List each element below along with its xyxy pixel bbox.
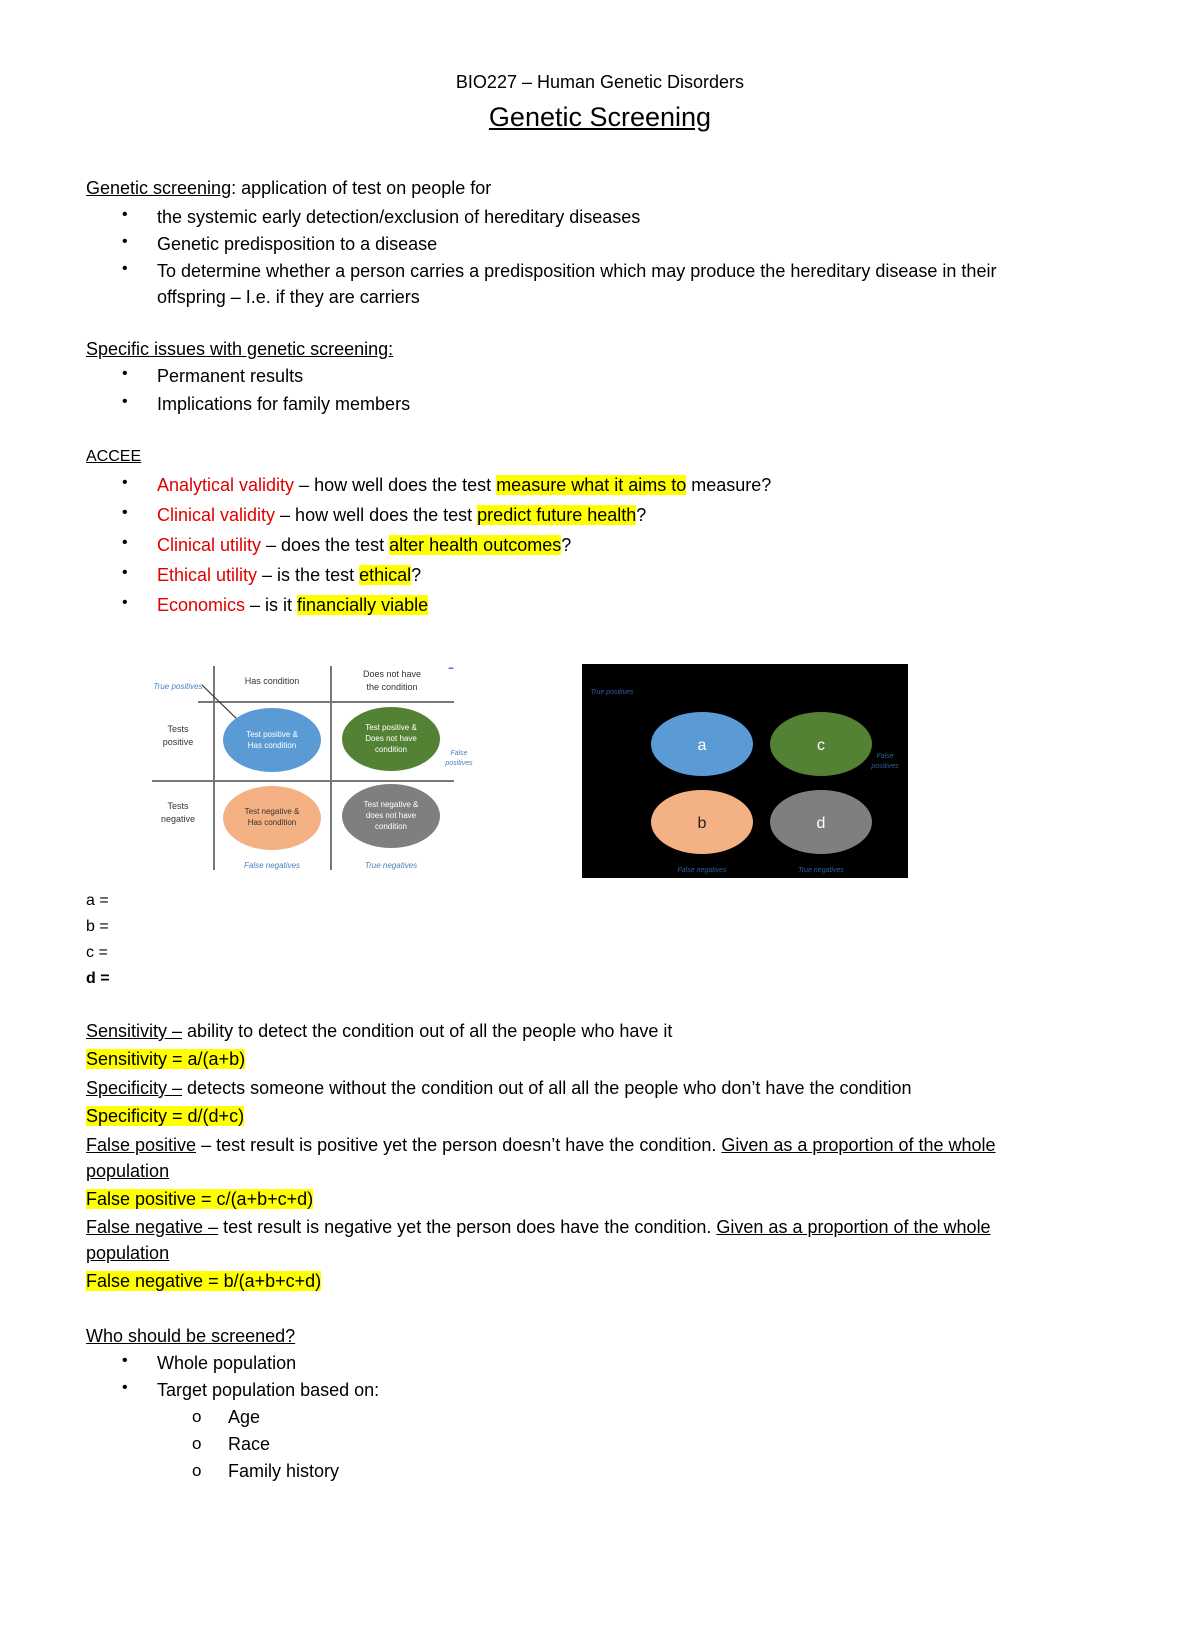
corner-mark: ▬ (448, 665, 454, 671)
cell-a-label: Has condition (247, 741, 297, 750)
page-title: Genetic Screening (488, 102, 712, 132)
cell-c-label: condition (374, 745, 408, 754)
sub-bullet-icon: o (192, 1407, 202, 1426)
definition-bullet: the systemic early detection/exclusion of hereditary diseases (157, 207, 641, 227)
figure-background (582, 664, 908, 878)
false-positives-label: False (450, 750, 468, 757)
label-a: a (697, 737, 707, 754)
var-a: a = (86, 892, 109, 909)
false-negative-definition-cont: population (86, 1243, 170, 1263)
who-sub-item: Family history (228, 1461, 340, 1481)
true-negatives-label: True negatives (798, 867, 844, 874)
pointer-line (202, 685, 240, 722)
cell-a-label: Test positive & (246, 730, 298, 739)
issues-heading: Specific issues with genetic screening: (86, 339, 394, 359)
confusion-matrix-figure (148, 662, 480, 874)
specificity-formula: Specificity = d/(d+c) (86, 1106, 245, 1126)
false-negatives-label: False negatives (677, 867, 727, 874)
cell-a-ellipse (223, 708, 321, 772)
accee-item: Analytical validity – how well does the test measure what it aims to measure? (157, 475, 772, 495)
abcd-figure (582, 664, 908, 878)
definition-line: Genetic screening: application of test on people for (86, 178, 492, 198)
cell-d-label: does not have (365, 811, 417, 820)
col-header-has: Has condition (244, 676, 300, 686)
cell-c-label: Does not have (365, 734, 417, 743)
sub-bullet-icon: o (192, 1434, 202, 1453)
true-positives-label: True positives (590, 689, 634, 696)
row-header-positive: positive (162, 737, 194, 747)
col-header-not: the condition (366, 682, 418, 692)
issues-bullet: Implications for family members (157, 394, 411, 414)
bullet-icon: • (122, 393, 128, 410)
bullet-icon: • (122, 534, 128, 551)
false-positive-definition: False positive – test result is positive yet the person doesn’t have the condition. Given as a proportion of the whole (86, 1135, 996, 1155)
specificity-definition: Specificity – detects someone without the condition out of all all the people who don’t have the condition (86, 1078, 912, 1098)
row-header-negative: Tests (167, 801, 189, 811)
cell-c-label: Test positive & (365, 723, 417, 732)
issues-bullet: Permanent results (157, 366, 304, 386)
who-sub-item: Race (228, 1434, 271, 1454)
false-negative-definition: False negative – test result is negative yet the person does have the condition. Given as a proportion of the whole (86, 1217, 991, 1237)
cell-d-label: Test negative & (363, 800, 419, 809)
false-negatives-label: False negatives (243, 861, 301, 870)
label-c: c (817, 737, 825, 754)
bullet-icon: • (122, 1379, 128, 1396)
var-b: b = (86, 918, 109, 935)
var-d: d = (86, 970, 110, 987)
definition-term: Genetic screening (86, 178, 232, 198)
cell-b-label: Has condition (247, 818, 297, 827)
bullet-icon: • (122, 504, 128, 521)
who-bullet: Target population based on: (157, 1380, 380, 1400)
false-positives-label: positives (871, 763, 899, 770)
false-positives-label: positives (445, 760, 473, 767)
false-positives-label: False (876, 753, 894, 760)
accee-item: Economics – is it financially viable (157, 595, 429, 615)
bullet-icon: • (122, 365, 128, 382)
cell-d-label: condition (374, 822, 408, 831)
false-positive-formula: False positive = c/(a+b+c+d) (86, 1189, 314, 1209)
bullet-icon: • (122, 260, 128, 277)
accee-item: Clinical utility – does the test alter health outcomes? (157, 535, 572, 555)
cell-b-label: Test negative & (244, 807, 300, 816)
who-heading: Who should be screened? (86, 1326, 296, 1346)
accee-item: Clinical validity – how well does the test predict future health? (157, 505, 647, 525)
true-negatives-label: True negatives (364, 861, 418, 870)
label-b: b (697, 815, 707, 832)
course-title: BIO227 – Human Genetic Disorders (455, 72, 745, 92)
col-header-not: Does not have (362, 669, 422, 679)
var-c: c = (86, 944, 108, 961)
false-positive-definition-cont: population (86, 1161, 170, 1181)
definition-bullet: To determine whether a person carries a predisposition which may produce the hereditary disease in their (157, 261, 997, 281)
false-negative-formula: False negative = b/(a+b+c+d) (86, 1271, 322, 1291)
row-header-negative: negative (160, 814, 196, 824)
sensitivity-definition: Sensitivity – ability to detect the condition out of all the people who have it (86, 1021, 673, 1041)
definition-bullet: Genetic predisposition to a disease (157, 234, 438, 254)
bullet-icon: • (122, 1352, 128, 1369)
true-positives-label: True positives (153, 682, 203, 691)
bullet-icon: • (122, 233, 128, 250)
who-bullet: Whole population (157, 1353, 297, 1373)
bullet-icon: • (122, 594, 128, 611)
who-sub-item: Age (228, 1407, 261, 1427)
sub-bullet-icon: o (192, 1461, 202, 1480)
bullet-icon: • (122, 474, 128, 491)
bullet-icon: • (122, 206, 128, 223)
label-d: d (816, 815, 826, 832)
bullet-icon: • (122, 564, 128, 581)
definition-bullet-continuation: offspring – I.e. if they are carriers (157, 287, 420, 307)
accee-heading: ACCEE (86, 448, 142, 465)
sensitivity-formula: Sensitivity = a/(a+b) (86, 1049, 246, 1069)
row-header-positive: Tests (167, 724, 189, 734)
accee-item: Ethical utility – is the test ethical? (157, 565, 422, 585)
